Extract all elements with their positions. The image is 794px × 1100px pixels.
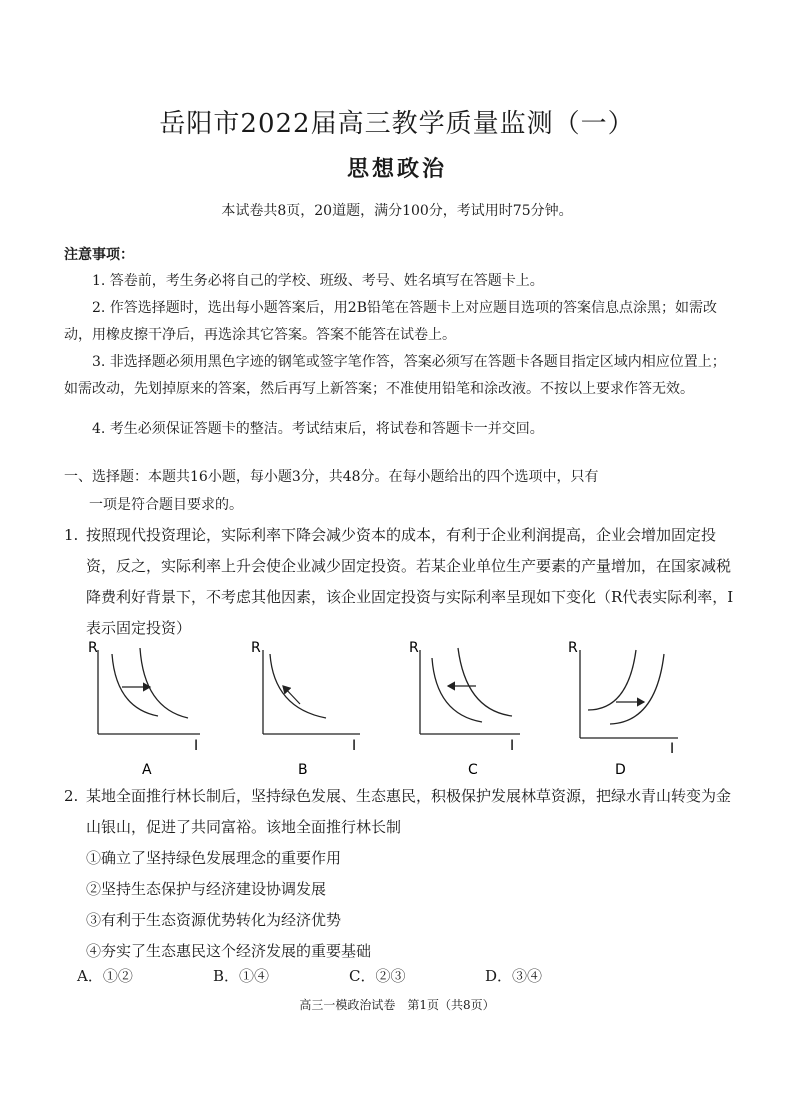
- subject-title: 思想政治: [346, 156, 447, 182]
- curve: [112, 654, 158, 716]
- axis-label-i: I: [670, 741, 675, 757]
- option-d: D．③④: [485, 967, 543, 985]
- question-number: 2.: [64, 787, 79, 805]
- question-text: 某地全面推行林长制后，坚持绿色发展、生态惠民，积极保护发展林草资源，把绿水青山转变为金山银山，促进了共同富裕。该地全面推行林长制: [86, 787, 732, 836]
- note-item: 2. 作答选择题时，选出每小题答案后，用2B铅笔在答题卡上对应题目选项的答案信息点涂黑；如需改动，用橡皮擦干净后，再选涂其它答案。答案不能答在试卷上。: [64, 300, 718, 343]
- axis-label-r: R: [409, 640, 419, 656]
- statement: ④夯实了生态惠民这个经济发展的重要基础: [86, 942, 372, 960]
- section-line-1: 一、选择题：本题共16小题，每小题3分，共48分。在每小题给出的四个选项中，只有: [64, 469, 599, 485]
- page-footer: 高三一模政治试卷 第1页（共8页）: [299, 998, 495, 1012]
- section-line-2: 一项是符合题目要求的。: [89, 497, 243, 513]
- graph-c: [409, 640, 520, 778]
- graph-d: [568, 640, 678, 778]
- movement-arrow: [283, 686, 300, 704]
- axis-label-i: I: [194, 738, 199, 754]
- statement: ②坚持生态保护与经济建设协调发展: [86, 880, 327, 898]
- axis-label-i: I: [510, 738, 515, 754]
- note-item: 3. 非选择题必须用黑色字迹的钢笔或签字笔作答，答案必须写在答题卡各题目指定区域内相应位置上；如需改动，先划掉原来的答案，然后再写上新答案；不准使用铅笔和涂改液。不按以上要求作答无效。: [64, 354, 726, 397]
- graph-label: B: [298, 762, 308, 778]
- axis-label-r: R: [251, 640, 261, 656]
- option-b: B．①④: [213, 967, 270, 985]
- q1-graphs: [80, 636, 700, 786]
- curve: [610, 654, 664, 724]
- axis-label-r: R: [568, 640, 578, 656]
- graph-b: [251, 640, 360, 778]
- note-item: 1. 答卷前，考生务必将自己的学校、班级、考号、姓名填写在答题卡上。: [92, 273, 544, 289]
- axis-label-i: I: [352, 738, 357, 754]
- question-2: [64, 781, 744, 967]
- axis-label-r: R: [88, 640, 98, 656]
- question-1: [64, 520, 744, 644]
- graph-a: [88, 640, 200, 778]
- note-item: 4. 考生必须保证答题卡的整洁。考试结束后，将试卷和答题卡一并交回。: [92, 421, 544, 437]
- exam-title: 岳阳市2022届高三教学质量监测（一）: [159, 109, 635, 139]
- curve: [588, 650, 636, 710]
- curve: [140, 648, 188, 718]
- curve: [270, 654, 326, 718]
- curve: [432, 658, 482, 722]
- option-c: C．②③: [349, 967, 406, 985]
- graph-label: A: [142, 762, 152, 778]
- graph-label: C: [468, 762, 478, 778]
- notes-heading: 注意事项：: [64, 247, 134, 263]
- exam-info: 本试卷共8页，20道题，满分100分，考试用时75分钟。: [221, 203, 573, 219]
- curve: [458, 648, 512, 716]
- option-a: A．①②: [77, 967, 133, 985]
- question-text: 按照现代投资理论，实际利率下降会减少资本的成本，有利于企业利润提高，企业会增加固定投资，反之，实际利率上升会使企业减少固定投资。若某企业单位生产要素的产量增加，在国家减税降费利好背景下，不考虑其他因素，该企业固定投资与实际利率呈现如下变化（R代表实际利率，I表示固定投资）: [86, 526, 734, 637]
- question-number: 1.: [64, 526, 79, 544]
- graph-label: D: [615, 762, 626, 778]
- section-heading: [64, 463, 744, 519]
- statement: ③有利于生态资源优势转化为经济优势: [86, 911, 342, 929]
- statement: ①确立了坚持绿色发展理念的重要作用: [86, 849, 342, 867]
